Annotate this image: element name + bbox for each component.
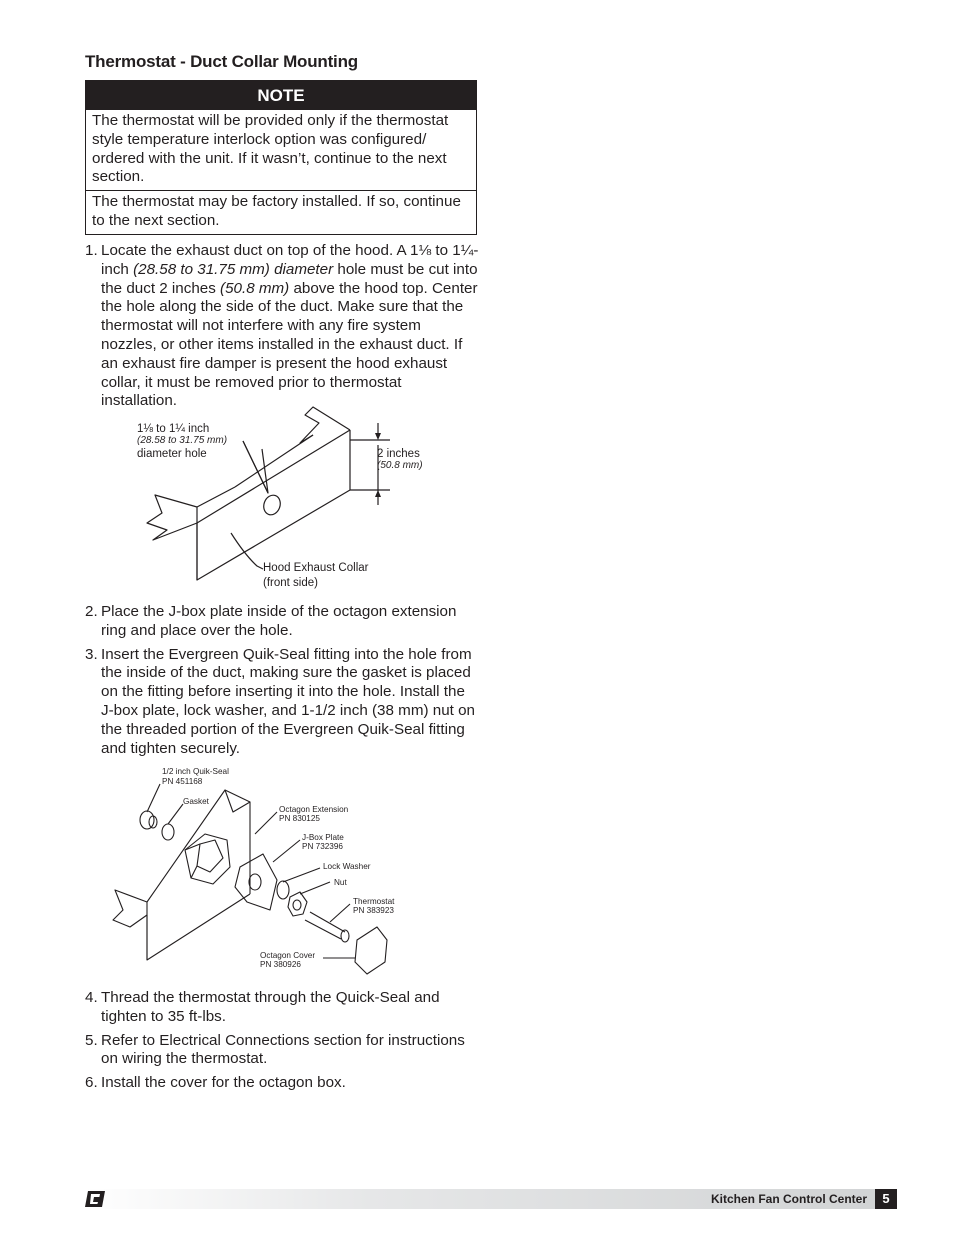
step-6: 6. Install the cover for the octagon box. (85, 1074, 346, 1092)
fig2-oct-ext-pn: PN 830125 (279, 814, 320, 823)
fig2-thermostat-pn: PN 383923 (353, 906, 394, 915)
steps-list-b (85, 603, 480, 763)
note-heading: NOTE (86, 81, 476, 110)
fig1-dim-mm: (50.8 mm) (377, 460, 423, 471)
fig2-jbox-pn: PN 732396 (302, 842, 343, 851)
page-number: 5 (875, 1189, 897, 1209)
footer-doc-title: Kitchen Fan Control Center (710, 1192, 867, 1206)
fig1-hole-label2: diameter hole (137, 448, 207, 460)
fig2-quikseal: 1/2 inch Quik-Seal (162, 767, 229, 776)
note-paragraph-2: The thermostat may be factory installed. If so, continue to the next section. (86, 190, 476, 234)
step-3: 3. Insert the Evergreen Quik-Seal fitting into the hole from the inside of the duct, making sure the gasket is placed on the fitting before inserting it into the hole. Install the J-box plate, lock washer, and 1-1/2 inch (38 mm) nut on the threaded portion of the Evergreen Quik-Seal fitting and tighten securely. (85, 645, 475, 757)
greenheck-logo-icon (85, 1191, 105, 1207)
fig1-hole-label: 1⅛ to 1¼ inch (137, 423, 210, 435)
step-5: 5. Refer to Electrical Connections section for instructions on wiring the thermostat. (85, 1031, 465, 1068)
fig2-gasket: Gasket (183, 797, 209, 806)
step-2: 2. Place the J-box plate inside of the octagon extension ring and place over the hole. (85, 603, 457, 639)
fig1-collar-sub: (front side) (263, 577, 318, 589)
note-box (85, 80, 477, 235)
fig2-thermostat: Thermostat (353, 897, 395, 906)
fig1-dim-label: 2 inches (377, 448, 420, 460)
step-1: 1. Locate the exhaust duct on top of the hood. A 1⅛ to 1¼-inch (28.58 to 31.75 mm) diameter hole must be cut into the duct 2 inches (50.8 mm) above the hood top. Center the hole along the side of the duct. Make sure that the thermostat will not interfere with any fire system nozzles, or other items installed in the exhaust duct. If an exhaust fire damper is present the hood exhaust collar, it must be removed prior to thermostat installation. (85, 242, 479, 410)
steps-list-c (85, 989, 480, 1098)
note-paragraph-1: The thermostat will be provided only if the thermostat style temperature interlock option was configured/ ordered with the unit. If it wasn’t, continue to the next section. (92, 112, 449, 186)
fig2-oct-cover-pn: PN 380926 (260, 960, 301, 969)
fig2-quikseal-pn: PN 451168 (162, 777, 203, 786)
fig2-nut: Nut (334, 878, 347, 887)
fig2-jbox: J-Box Plate (302, 833, 344, 842)
page-footer (85, 1189, 897, 1209)
fig1-collar-label: Hood Exhaust Collar (263, 562, 369, 574)
page-title: Thermostat - Duct Collar Mounting (85, 52, 358, 71)
step-4: 4. Thread the thermostat through the Quick-Seal and tighten to 35 ft-lbs. (85, 989, 440, 1025)
exhaust-collar-diagram (125, 405, 445, 590)
steps-list-a (85, 242, 480, 416)
fig2-lock-washer: Lock Washer (323, 862, 371, 871)
assembly-diagram (105, 762, 415, 984)
fig1-hole-mm: (28.58 to 31.75 mm) (137, 435, 228, 446)
fig2-oct-cover: Octagon Cover (260, 951, 316, 960)
fig2-oct-ext: Octagon Extension (279, 805, 349, 814)
